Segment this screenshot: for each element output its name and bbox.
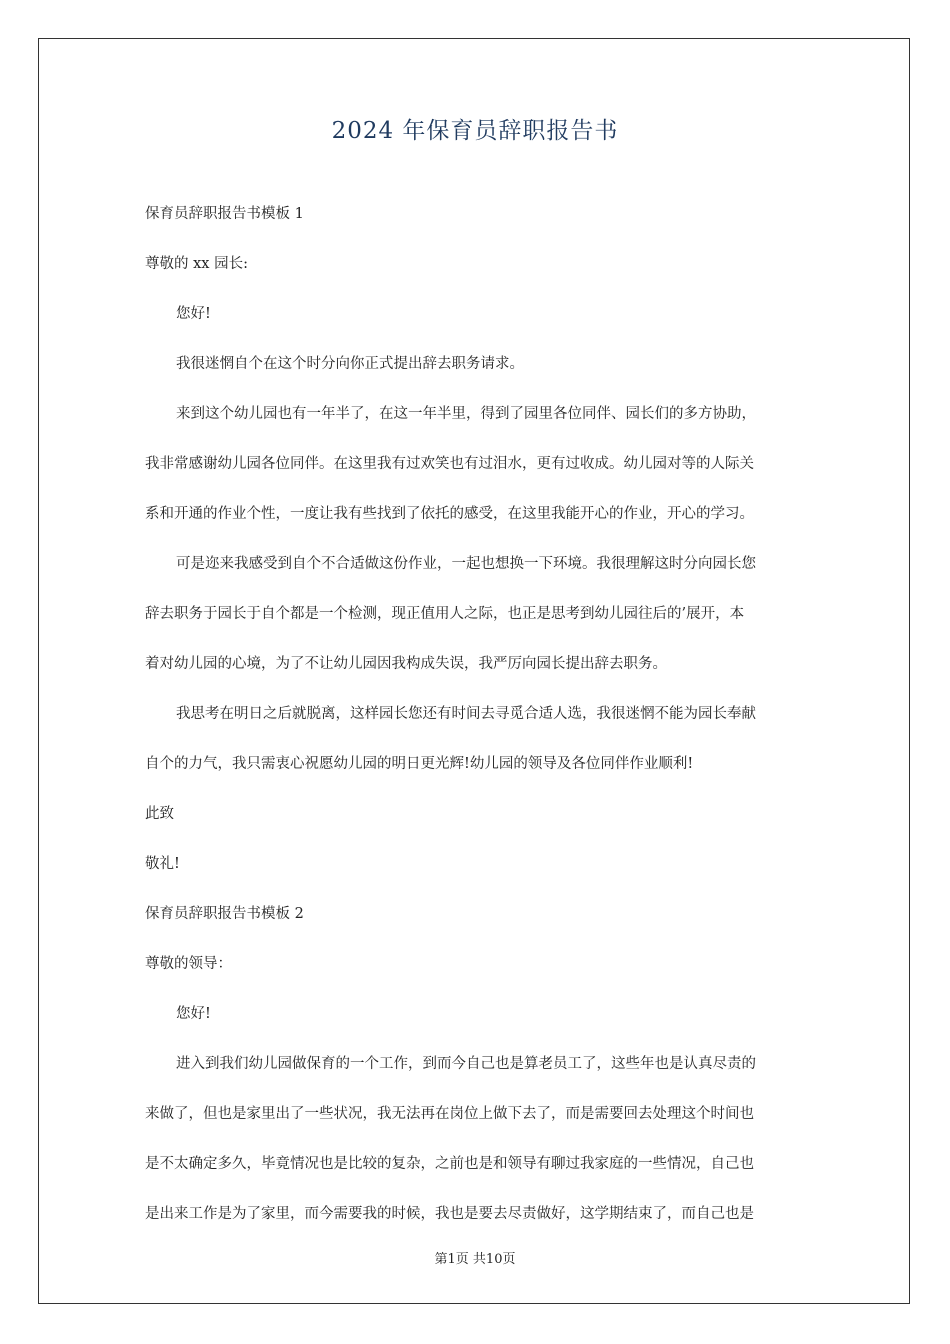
page-number: 第1页 共10页 <box>434 1252 516 1267</box>
salutation-1: 尊敬的 xx 园长: <box>145 256 248 272</box>
paragraph-line: 进入到我们幼儿园做保育的一个工作，到而今自己也是算老员工了，这些年也是认真尽责的 <box>176 1056 756 1072</box>
paragraph-line: 自个的力气，我只需衷心祝愿幼儿园的明日更光辉!幼儿园的领导及各位同伴作业顺利! <box>145 756 694 772</box>
greeting-1: 您好! <box>176 306 211 322</box>
closing-line: 此致 <box>145 806 174 822</box>
paragraph-line: 来到这个幼儿园也有一年半了，在这一年半里，得到了园里各位同伴、园长们的多方协助， <box>176 406 756 422</box>
paragraph-line: 可是迩来我感受到自个不合适做这份作业，一起也想换一下环境。我很理解这时分向园长您 <box>176 556 756 572</box>
paragraph-line: 是出来工作是为了家里，而今需要我的时候，我也是要去尽责做好，这学期结束了，而自己也是 <box>145 1206 754 1222</box>
paragraph-line: 辞去职务于园长于自个都是一个检测，现正值用人之际，也正是思考到幼儿园往后的’展开，本 <box>145 606 745 622</box>
document-title: 2024 年保育员辞职报告书 <box>331 118 619 144</box>
closing-line: 敬礼! <box>145 856 180 872</box>
paragraph-line: 系和开通的作业个性，一度让我有些找到了依托的感受，在这里我能开心的作业，开心的学习。 <box>145 506 754 522</box>
paragraph-line: 着对幼儿园的心境，为了不让幼儿园因我构成失误，我严厉向园长提出辞去职务。 <box>145 656 667 672</box>
paragraph-line: 我思考在明日之后就脱离，这样园长您还有时间去寻觅合适人选，我很迷惘不能为园长奉献 <box>176 706 756 722</box>
salutation-2: 尊敬的领导： <box>145 956 232 972</box>
paragraph-line: 是不太确定多久，毕竟情况也是比较的复杂，之前也是和领导有聊过我家庭的一些情况，自己也 <box>145 1156 754 1172</box>
paragraph-line: 我很迷惘自个在这个时分向你正式提出辞去职务请求。 <box>176 356 524 372</box>
paragraph-line: 来做了，但也是家里出了一些状况，我无法再在岗位上做下去了，而是需要回去处理这个时间也 <box>145 1106 754 1122</box>
section-heading-1: 保育员辞职报告书模板 1 <box>145 206 304 222</box>
section-heading-2: 保育员辞职报告书模板 2 <box>145 906 304 922</box>
greeting-2: 您好! <box>176 1006 211 1022</box>
paragraph-line: 我非常感谢幼儿园各位同伴。在这里我有过欢笑也有过泪水，更有过收成。幼儿园对等的人际关 <box>145 456 754 472</box>
